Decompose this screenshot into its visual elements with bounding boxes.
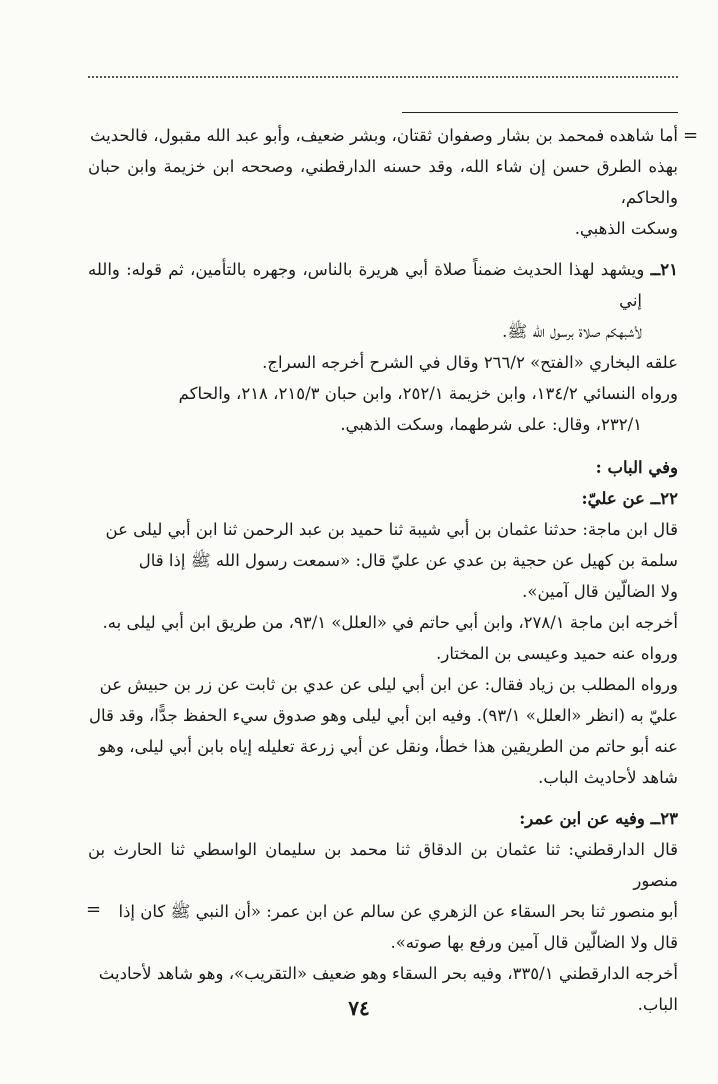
hadith-21 bbox=[88, 254, 678, 440]
text-line: ولا الضالّين قال آمين». bbox=[522, 582, 678, 601]
block-continued bbox=[88, 120, 678, 244]
continuation-mark-top: = bbox=[683, 125, 699, 146]
text-line: ٢٣٢/١، وقال: على شرطهما، وسكت الذهبي. bbox=[340, 415, 642, 434]
page-body bbox=[88, 120, 678, 1020]
text-line: سلمة بن كهيل عن حجية بن عدي عن عليّ قال: «سمعت رسول الله ﷺ إذا قال bbox=[138, 551, 678, 570]
hadith-22-heading: ٢٢ــ عن عليّ: bbox=[581, 489, 678, 508]
text-line: أما شاهده فمحمد بن بشار وصفوان ثقتان، وبشر ضعيف، وأبو عبد الله مقبول، فالحديث bbox=[89, 126, 678, 145]
header-rule bbox=[402, 112, 678, 113]
hadith-21-first-line bbox=[88, 254, 678, 316]
text-line: علقه البخاري «الفتح» ٢٦٦/٢ وقال في الشرح أخرجه السراج. bbox=[262, 353, 678, 372]
text-line: قال ابن ماجة: حدثنا عثمان بن أبي شيبة ثنا حميد بن عبد الرحمن ثنا ابن أبي ليلى عن bbox=[105, 520, 678, 539]
text-line: أخرجه ابن ماجة ٢٧٨/١، وابن أبي حاتم في «العلل» ٩٣/١، من طريق ابن أبي ليلى به. bbox=[102, 613, 678, 632]
text-line: أبو منصور ثنا بحر السقاء عن الزهري عن سالم عن ابن عمر: «أن النبي ﷺ كان إذا bbox=[118, 902, 678, 921]
text-line: ورواه عنه حميد وعيسى بن المختار. bbox=[436, 644, 678, 663]
text-line: ويشهد لهذا الحديث ضمناً صلاة أبي هريرة بالناس، وجهره بالتأمين، ثم قوله: والله إني bbox=[88, 260, 645, 310]
text-line: وسكت الذهبي. bbox=[574, 219, 678, 238]
text-line: بهذه الطرق حسن إن شاء الله، وقد حسنه الدارقطني، وصححه ابن خزيمة وابن حبان والحاكم، bbox=[88, 157, 678, 207]
hadith-number: ٢١ــ bbox=[650, 260, 678, 279]
text-line: لأشبهكم صلاة برسول الله ﷺ. bbox=[502, 322, 642, 341]
text-line: أخرجه الدارقطني ٣٣٥/١، وفيه بحر السقاء وهو ضعيف «التقريب»، وهو شاهد لأحاديث bbox=[98, 964, 678, 983]
text-line: قال ولا الضالّين قال آمين ورفع بها صوته». bbox=[390, 933, 678, 952]
text-line: الباب. bbox=[637, 995, 678, 1014]
section-heading-bab: وفي الباب : bbox=[595, 458, 678, 477]
text-line: عليّ به (انظر «العلل» ٩٣/١). وفيه ابن أبي ليلى وهو صدوق سيء الحفظ جدًّا، وقد قال bbox=[89, 706, 678, 725]
text-line: ورواه المطلب بن زياد فقال: عن ابن أبي ليلى عن عدي بن ثابت عن زر بن حبيش عن bbox=[99, 675, 678, 694]
text-line: شاهد لأحاديث الباب. bbox=[538, 768, 678, 787]
text-line: قال الدارقطني: ثنا عثمان بن الدقاق ثنا محمد بن سليمان الواسطي ثنا الحارث بن منصور bbox=[88, 840, 678, 890]
hadith-22 bbox=[88, 483, 678, 793]
header-dotted-line bbox=[88, 76, 678, 78]
hadith-23 bbox=[88, 803, 678, 1020]
page-number: ٧٤ bbox=[348, 996, 370, 1020]
text-line: ورواه النسائي ١٣٤/٢، وابن خزيمة ٢٥٢/١، وابن حبان ٢١٥/٣، ٢١٨، والحاكم bbox=[178, 384, 678, 403]
continuation-mark-bottom: = bbox=[86, 899, 102, 920]
text-line: عنه أبو حاتم من الطريقين هذا خطأ، ونقل عن أبي زرعة تعليله إياه بابن أبي ليلى، وهو bbox=[98, 737, 678, 756]
hadith-23-heading: ٢٣ــ وفيه عن ابن عمر: bbox=[519, 809, 678, 828]
